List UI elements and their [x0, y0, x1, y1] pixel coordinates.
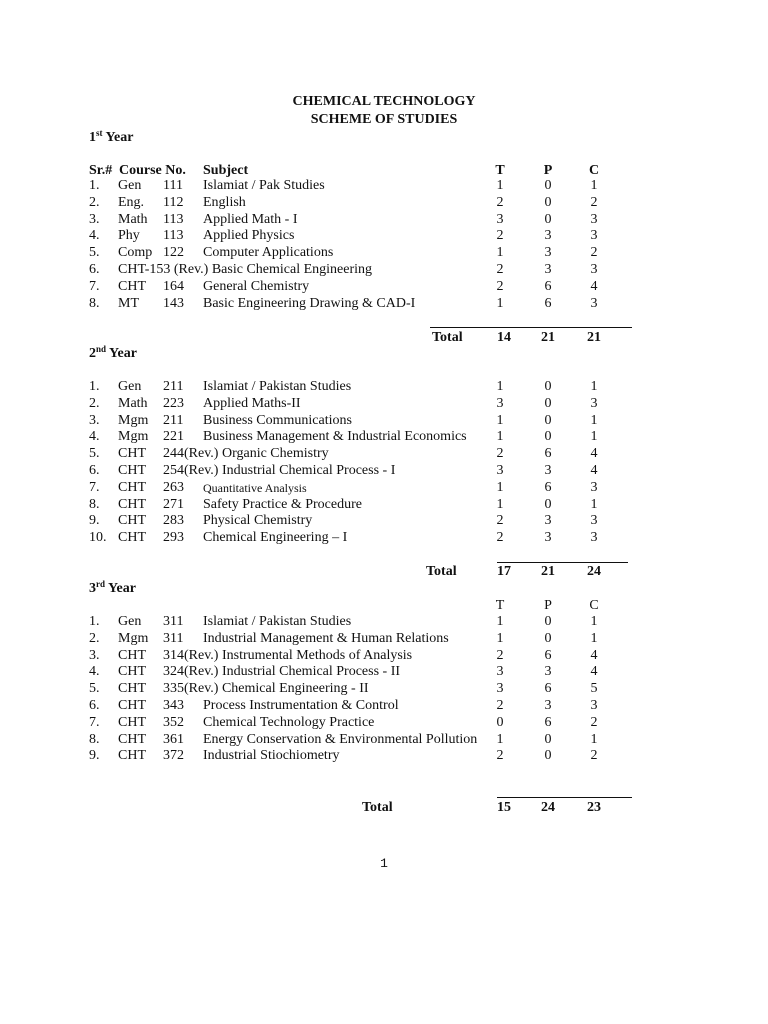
row-course-num: 111	[163, 178, 183, 193]
row-sr: 2.	[89, 631, 100, 646]
row-sr: 6.	[89, 262, 100, 277]
year-label: Year	[107, 581, 136, 596]
row-course-num: 122	[163, 245, 184, 260]
document-subtitle: SCHEME OF STUDIES	[310, 112, 458, 127]
row-dept: CHT	[118, 513, 146, 528]
row-p: 0	[544, 631, 552, 646]
total-t: 14	[497, 330, 511, 345]
row-p: 3	[544, 245, 552, 260]
row-subject: Chemical Engineering – I	[203, 530, 348, 545]
total-c: 23	[587, 800, 601, 815]
row-p: 3	[544, 664, 552, 679]
row-dept: CHT	[118, 648, 146, 663]
row-c: 4	[590, 446, 598, 461]
row-dept: Eng.	[118, 195, 145, 210]
row-dept: MT	[118, 296, 139, 311]
row-dept: Math	[118, 396, 148, 411]
row-sr: 4.	[89, 228, 100, 243]
row-t: 1	[496, 429, 504, 444]
row-dept: Gen	[118, 379, 142, 394]
row-subject: Islamiat / Pakistan Studies	[203, 614, 352, 629]
row-p: 6	[544, 715, 552, 730]
col-header-t: T	[495, 163, 505, 178]
row-sr: 5.	[89, 681, 100, 696]
row-sr: 5.	[89, 245, 100, 260]
row-p: 6	[544, 681, 552, 696]
row-c: 1	[590, 413, 598, 428]
year-suffix: rd	[96, 579, 105, 589]
row-subject: Basic Engineering Drawing & CAD-I	[203, 296, 416, 311]
row-c: 1	[590, 732, 598, 747]
col-header-t: T	[495, 598, 505, 613]
col-header-subject: Subject	[203, 163, 249, 178]
total-c: 24	[587, 564, 601, 579]
row-dept: CHT	[118, 715, 146, 730]
row-c: 1	[590, 631, 598, 646]
row-course-num: 343	[163, 698, 184, 713]
row-subject: Chemical Technology Practice	[203, 715, 375, 730]
row-course-num: 271	[163, 497, 184, 512]
row-course-num: 352	[163, 715, 184, 730]
row-course-subject: 254(Rev.) Industrial Chemical Process - I	[163, 463, 396, 478]
row-course-subject: 244(Rev.) Organic Chemistry	[163, 446, 329, 461]
row-dept: CHT	[118, 681, 146, 696]
row-sr: 8.	[89, 497, 100, 512]
row-dept: CHT	[118, 698, 146, 713]
row-t: 1	[496, 178, 504, 193]
row-t: 1	[496, 614, 504, 629]
year-heading	[89, 130, 133, 146]
total-t: 15	[497, 800, 511, 815]
row-c: 1	[590, 497, 598, 512]
year-number: 1	[89, 130, 96, 145]
row-p: 0	[544, 396, 552, 411]
row-c: 2	[590, 245, 598, 260]
year-label: Year	[105, 130, 134, 145]
row-course-num: 221	[163, 429, 184, 444]
row-t: 2	[496, 748, 504, 763]
row-c: 3	[590, 212, 598, 227]
row-p: 6	[544, 446, 552, 461]
row-sr: 3.	[89, 648, 100, 663]
row-p: 6	[544, 296, 552, 311]
year-number: 3	[89, 581, 96, 596]
row-c: 3	[590, 296, 598, 311]
row-c: 3	[590, 262, 598, 277]
row-p: 0	[544, 379, 552, 394]
row-t: 2	[496, 228, 504, 243]
row-subject: Computer Applications	[203, 245, 334, 260]
row-dept: CHT	[118, 664, 146, 679]
row-dept: Gen	[118, 178, 142, 193]
row-course-num: 311	[163, 631, 184, 646]
row-course-num: 164	[163, 279, 184, 294]
row-p: 0	[544, 195, 552, 210]
row-sr: 4.	[89, 429, 100, 444]
total-rule	[497, 562, 628, 563]
year-heading	[89, 346, 137, 362]
row-sr: 8.	[89, 296, 100, 311]
row-c: 4	[590, 664, 598, 679]
row-subject: General Chemistry	[203, 279, 310, 294]
total-p: 21	[541, 330, 555, 345]
row-c: 3	[590, 228, 598, 243]
row-c: 3	[590, 698, 598, 713]
row-p: 3	[544, 228, 552, 243]
row-subject: Energy Conservation & Environmental Pollution	[203, 732, 478, 747]
row-p: 0	[544, 497, 552, 512]
col-header-sr: Sr.#	[89, 163, 113, 178]
row-subject: Business Communications	[203, 413, 352, 428]
total-label: Total	[432, 330, 463, 345]
row-p: 3	[544, 463, 552, 478]
row-course-num: 211	[163, 379, 184, 394]
year-suffix: nd	[96, 344, 107, 354]
row-subject: Physical Chemistry	[203, 513, 313, 528]
col-header-p: P	[543, 163, 553, 178]
total-p: 21	[541, 564, 555, 579]
row-course-num: 361	[163, 732, 184, 747]
row-t: 1	[496, 245, 504, 260]
row-subject: Applied Math - I	[203, 212, 298, 227]
row-t: 2	[496, 513, 504, 528]
row-p: 0	[544, 178, 552, 193]
row-dept: CHT	[118, 497, 146, 512]
row-c: 3	[590, 513, 598, 528]
row-c: 2	[590, 195, 598, 210]
row-p: 0	[544, 732, 552, 747]
total-rule	[430, 327, 632, 328]
row-dept: CHT	[118, 732, 146, 747]
row-dept: Mgm	[118, 413, 149, 428]
row-dept: CHT	[118, 748, 146, 763]
total-label: Total	[362, 800, 393, 815]
row-subject: English	[203, 195, 246, 210]
total-rule	[497, 797, 632, 798]
row-t: 2	[496, 698, 504, 713]
row-dept: Comp	[118, 245, 153, 260]
year-number: 2	[89, 346, 96, 361]
row-course-num: 223	[163, 396, 184, 411]
row-p: 0	[544, 614, 552, 629]
row-sr: 3.	[89, 413, 100, 428]
row-sr: 1.	[89, 178, 100, 193]
row-sr: 6.	[89, 463, 100, 478]
row-course-num: 283	[163, 513, 184, 528]
col-header-c: C	[589, 598, 599, 613]
total-t: 17	[497, 564, 511, 579]
row-t: 2	[496, 195, 504, 210]
row-subject: Quantitative Analysis	[203, 481, 307, 495]
row-c: 4	[590, 463, 598, 478]
row-t: 2	[496, 279, 504, 294]
row-p: 3	[544, 530, 552, 545]
row-sr: 8.	[89, 732, 100, 747]
page-number: 1	[380, 856, 388, 871]
row-dept: CHT	[118, 480, 146, 495]
row-course-num: 143	[163, 296, 184, 311]
row-t: 1	[496, 296, 504, 311]
row-subject: Islamiat / Pak Studies	[203, 178, 325, 193]
row-subject: Industrial Stiochiometry	[203, 748, 340, 763]
row-sr: 7.	[89, 715, 100, 730]
row-course-num: 311	[163, 614, 184, 629]
row-c: 4	[590, 648, 598, 663]
row-t: 2	[496, 446, 504, 461]
row-c: 3	[590, 396, 598, 411]
row-p: 6	[544, 648, 552, 663]
row-c: 1	[590, 429, 598, 444]
col-header-c: C	[588, 163, 600, 178]
row-c: 4	[590, 279, 598, 294]
row-t: 2	[496, 262, 504, 277]
row-t: 3	[496, 681, 504, 696]
row-c: 2	[590, 748, 598, 763]
row-subject: Industrial Management & Human Relations	[203, 631, 449, 646]
row-dept: Mgm	[118, 631, 149, 646]
row-course-num: 113	[163, 228, 184, 243]
row-sr: 9.	[89, 748, 100, 763]
row-p: 6	[544, 480, 552, 495]
row-t: 1	[496, 413, 504, 428]
document-title: CHEMICAL TECHNOLOGY	[292, 94, 476, 109]
row-dept: Mgm	[118, 429, 149, 444]
col-header-course: Course No.	[119, 163, 186, 178]
row-course-num: 263	[163, 480, 184, 495]
row-sr: 1.	[89, 614, 100, 629]
row-dept: CHT	[118, 530, 146, 545]
row-c: 3	[590, 530, 598, 545]
row-t: 1	[496, 497, 504, 512]
row-course-num: 372	[163, 748, 184, 763]
row-dept: CHT	[118, 463, 146, 478]
row-t: 3	[496, 664, 504, 679]
row-c: 2	[590, 715, 598, 730]
row-p: 3	[544, 698, 552, 713]
year-heading	[89, 581, 136, 597]
row-course-num: 113	[163, 212, 184, 227]
row-subject: Applied Physics	[203, 228, 295, 243]
row-t: 1	[496, 732, 504, 747]
row-subject: Process Instrumentation & Control	[203, 698, 399, 713]
row-sr: 4.	[89, 664, 100, 679]
row-t: 0	[496, 715, 504, 730]
row-t: 1	[496, 379, 504, 394]
row-t: 1	[496, 631, 504, 646]
col-header-p: P	[544, 598, 552, 613]
row-sr: 3.	[89, 212, 100, 227]
row-t: 3	[496, 463, 504, 478]
row-subject: Islamiat / Pakistan Studies	[203, 379, 352, 394]
row-p: 3	[544, 262, 552, 277]
row-sr: 10.	[89, 530, 107, 545]
row-c: 5	[590, 681, 598, 696]
row-course-num: 211	[163, 413, 184, 428]
row-t: 2	[496, 530, 504, 545]
row-sr: 9.	[89, 513, 100, 528]
total-label: Total	[426, 564, 457, 579]
row-sr: 5.	[89, 446, 100, 461]
row-p: 6	[544, 279, 552, 294]
row-t: 1	[496, 480, 504, 495]
row-course-subject: 314(Rev.) Instrumental Methods of Analysis	[163, 648, 413, 663]
row-c: 1	[590, 379, 598, 394]
row-course-num: 112	[163, 195, 184, 210]
row-course-subject: 324(Rev.) Industrial Chemical Process - II	[163, 664, 401, 679]
row-p: 0	[544, 429, 552, 444]
row-c: 1	[590, 614, 598, 629]
row-sr: 1.	[89, 379, 100, 394]
year-suffix: st	[96, 128, 103, 138]
row-sr: 7.	[89, 279, 100, 294]
row-dept: CHT	[118, 446, 146, 461]
row-dept: CHT	[118, 279, 146, 294]
row-p: 0	[544, 748, 552, 763]
year-label: Year	[109, 346, 137, 361]
row-sr: 7.	[89, 480, 100, 495]
row-c: 1	[590, 178, 598, 193]
row-t: 3	[496, 396, 504, 411]
row-p: 0	[544, 413, 552, 428]
total-p: 24	[541, 800, 555, 815]
row-p: 3	[544, 513, 552, 528]
row-dept: Phy	[118, 228, 140, 243]
row-p: 0	[544, 212, 552, 227]
row-sr: 2.	[89, 195, 100, 210]
row-t: 2	[496, 648, 504, 663]
row-subject: Safety Practice & Procedure	[203, 497, 362, 512]
row-subject: Applied Maths-II	[203, 396, 301, 411]
row-sr: 2.	[89, 396, 100, 411]
row-dept: Gen	[118, 614, 142, 629]
row-c: 3	[590, 480, 598, 495]
row-sr: 6.	[89, 698, 100, 713]
total-c: 21	[587, 330, 601, 345]
row-dept: Math	[118, 212, 148, 227]
row-course-subject: 335(Rev.) Chemical Engineering - II	[163, 681, 369, 696]
row-course-num: 293	[163, 530, 184, 545]
row-course-subject: CHT-153 (Rev.) Basic Chemical Engineering	[118, 262, 373, 277]
row-subject: Business Management & Industrial Economics	[203, 429, 467, 444]
row-t: 3	[496, 212, 504, 227]
